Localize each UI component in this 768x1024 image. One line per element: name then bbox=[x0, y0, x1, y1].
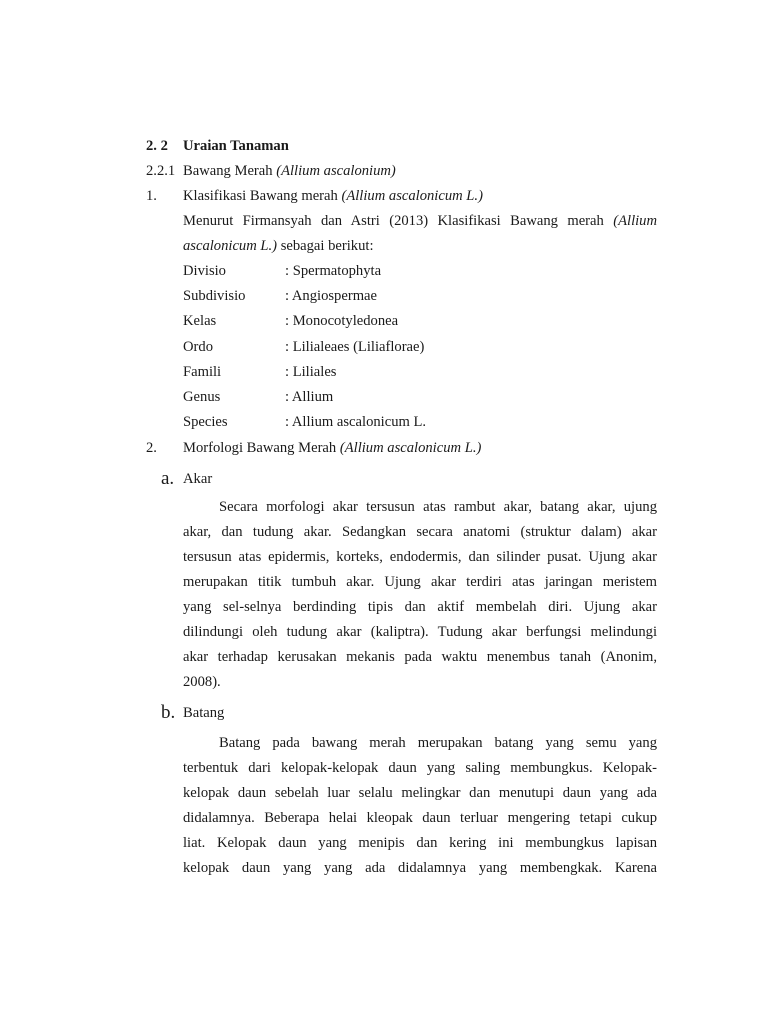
classification-value: : Angiospermae bbox=[285, 288, 378, 305]
section-title: Uraian Tanaman bbox=[183, 138, 289, 154]
akar-line: yang sel-selnya berdinding tipis dan aktif membelah diri. Ujung akar bbox=[183, 599, 657, 615]
batang-line: didalamnya. Beberapa helai kleopak daun terluar mengering tetapi cukup bbox=[183, 810, 657, 826]
item2-title: Morfologi Bawang Merah (Allium ascalonicum L.) bbox=[183, 440, 482, 456]
item1-number: 1. bbox=[146, 188, 157, 204]
akar-line: akar, dan tudung akar. Sedangkan secara anatomi (struktur dalam) akar bbox=[183, 524, 657, 540]
batang-line: kelopak daun sebelah luar selalu melingkar dan menutupi daun yang ada bbox=[183, 785, 657, 801]
classification-key: Genus bbox=[183, 389, 221, 405]
subsection-latin: (Allium ascalonium) bbox=[276, 163, 396, 179]
classification-key: Famili bbox=[183, 363, 222, 380]
classification-key: Kelas bbox=[183, 313, 217, 330]
classification-value: : Allium ascalonicum L. bbox=[285, 414, 427, 431]
item1-title: Klasifikasi Bawang merah (Allium ascalonicum L.) bbox=[183, 188, 483, 204]
classification-key: Ordo bbox=[183, 338, 213, 355]
batang-line: terbentuk dari kelopak-kelopak daun yang saling membungkus. Kelopak- bbox=[183, 760, 657, 776]
akar-line: dilindungi oleh tudung akar (kaliptra). Tudung akar berfungsi melindungi bbox=[183, 624, 657, 640]
classification-value: : Allium bbox=[285, 389, 334, 405]
batang-line: liat. Kelopak daun yang menipis dan kering ini membungkus lapisan bbox=[183, 835, 657, 851]
batang-letter: b. bbox=[161, 702, 176, 723]
classification-key: Subdivisio bbox=[183, 288, 246, 305]
akar-paragraph bbox=[183, 495, 657, 695]
akar-letter: a. bbox=[161, 468, 175, 489]
classification-key: Species bbox=[183, 414, 228, 431]
classification-intro-line1: Menurut Firmansyah dan Astri (2013) Klasifikasi Bawang merah (Allium bbox=[183, 213, 658, 229]
item2-number: 2. bbox=[146, 440, 157, 456]
classification-value: : Spermatophyta bbox=[285, 263, 382, 279]
batang-line: kelopak daun yang yang ada didalamnya yang membengkak. Karena bbox=[183, 860, 657, 876]
akar-line: 2008). bbox=[183, 674, 221, 690]
classification-intro-line2: ascalonicum L.) sebagai berikut: bbox=[183, 238, 374, 254]
akar-line: Secara morfologi akar tersusun atas rambut akar, batang akar, ujung bbox=[219, 499, 657, 515]
classification-value: : Monocotyledonea bbox=[285, 313, 399, 330]
section-number: 2. 2 bbox=[146, 138, 168, 154]
classification-value: : Liliales bbox=[285, 363, 337, 380]
akar-line: akar terhadap kerusakan mekanis pada waktu menembus tanah (Anonim, bbox=[183, 649, 657, 665]
akar-line: tersusun atas epidermis, korteks, endodermis, dan silinder pusat. Ujung akar bbox=[183, 549, 657, 565]
classification-key: Divisio bbox=[183, 263, 226, 279]
batang-line: Batang pada bawang merah merupakan batang yang semu yang bbox=[219, 735, 657, 751]
batang-paragraph bbox=[183, 731, 657, 881]
akar-line: merupakan titik tumbuh akar. Ujung akar terdiri atas jaringan meristem bbox=[183, 574, 657, 590]
akar-label: Akar bbox=[183, 471, 213, 487]
item2-latin: (Allium ascalonicum L.) bbox=[339, 440, 482, 456]
subsection-title: Bawang Merah (Allium ascalonium) bbox=[183, 163, 396, 179]
batang-label: Batang bbox=[183, 705, 225, 721]
classification-value: : Lilialeaes (Liliaflorae) bbox=[285, 338, 425, 355]
subsection-number: 2.2.1 bbox=[146, 163, 176, 179]
item1-latin: (Allium ascalonicum L.) bbox=[341, 188, 483, 204]
